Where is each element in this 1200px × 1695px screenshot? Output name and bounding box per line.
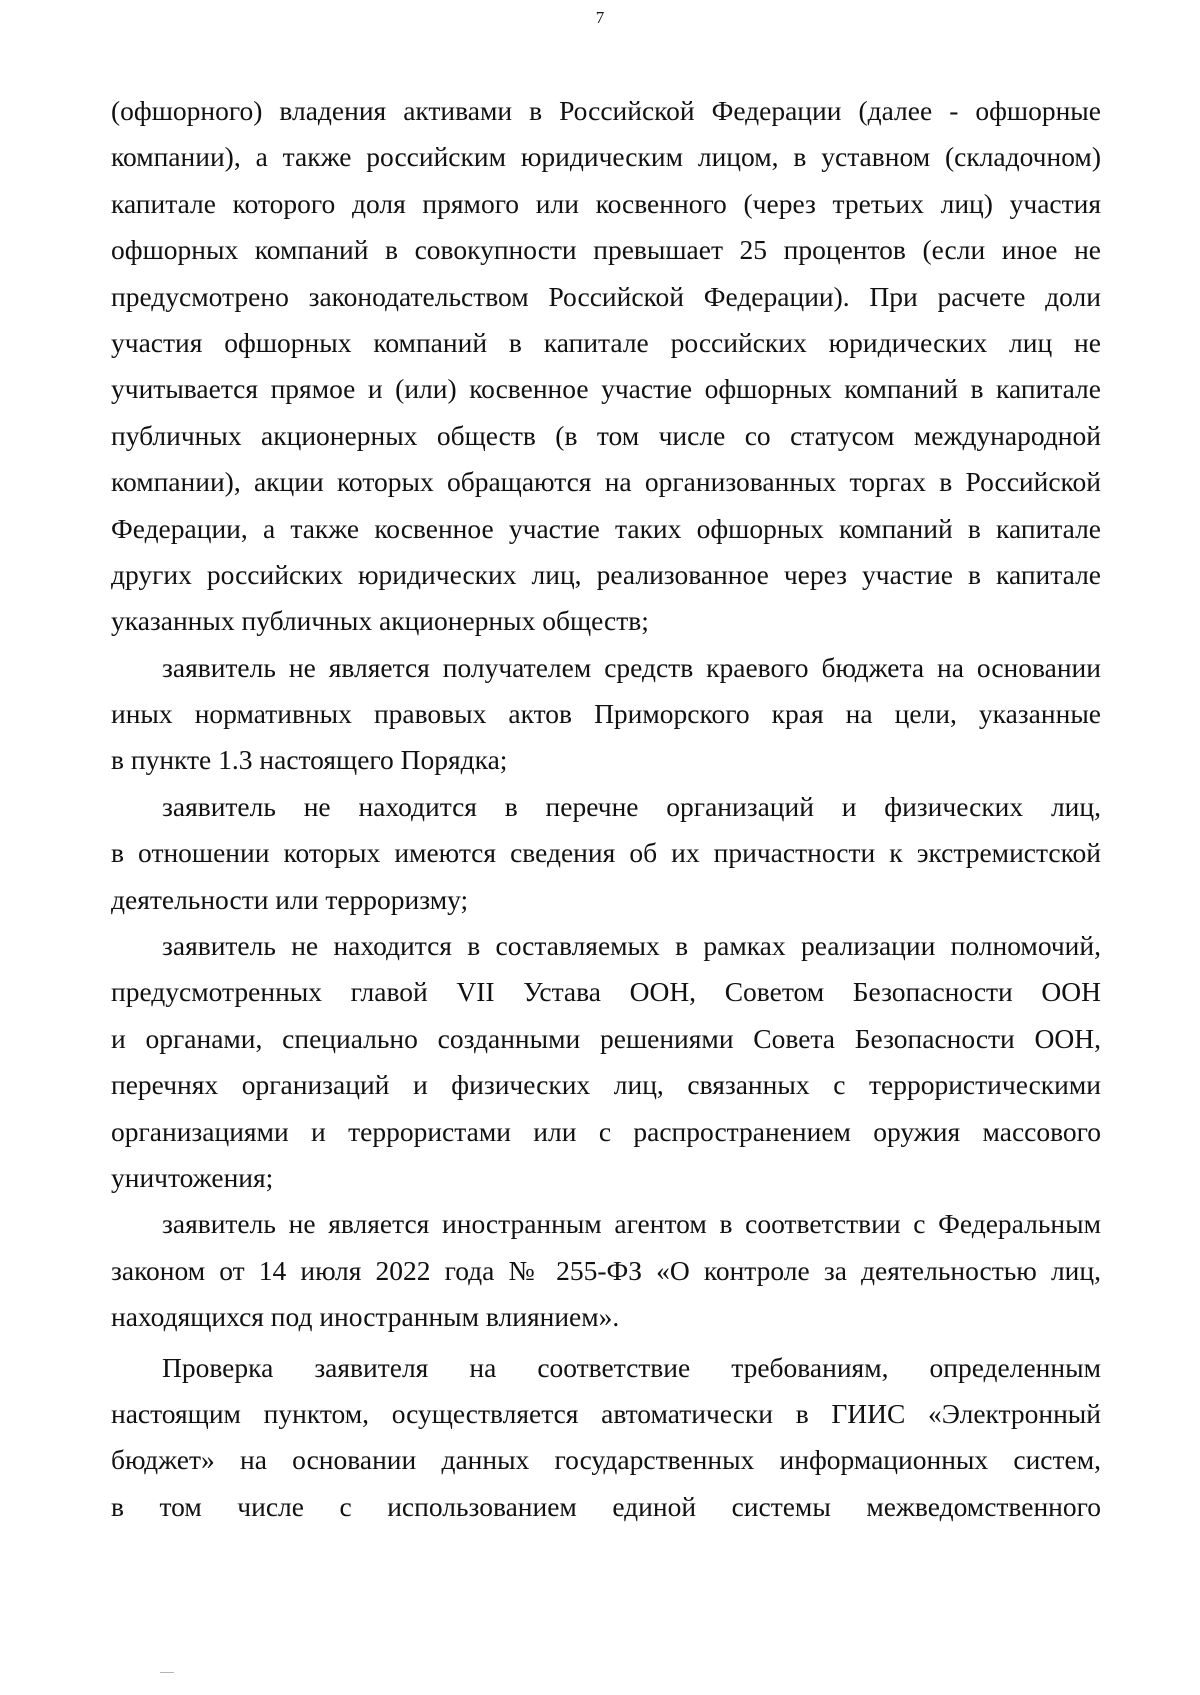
text-line: заявитель не является иностранным агентом в соответствии с Федеральным <box>162 1208 1101 1240</box>
paragraph-automatic-check <box>111 1345 1101 1531</box>
text-line: перечнях организаций и физических лиц, связанных с террористическими <box>111 1069 1101 1101</box>
document-body <box>111 88 1101 1530</box>
text-line: предусмотренных главой VII Устава ООН, Советом Безопасности ООН <box>111 976 1101 1008</box>
text-line: (офшорного) владения активами в Российской Федерации (далее - офшорные <box>111 95 1101 126</box>
text-line: и органами, специально созданными решениями Совета Безопасности ООН, <box>111 1022 1101 1054</box>
text-line: Федерации, а также косвенное участие таких офшорных компаний в капитале <box>111 512 1101 544</box>
text-line: учитывается прямое и (или) косвенное участие офшорных компаний в капитале <box>111 373 1101 405</box>
text-line: находящихся под иностранным влиянием». <box>111 1301 620 1333</box>
text-line: иных нормативных правовых актов Приморского края на цели, указанные <box>111 698 1101 730</box>
text-line: заявитель не находится в составляемых в рамках реализации полномочий, <box>162 930 1101 962</box>
paragraph-foreign-agent <box>111 1201 1101 1340</box>
text-line: в пункте 1.3 настоящего Порядка; <box>111 744 508 776</box>
scan-mark <box>160 1672 174 1673</box>
text-line: офшорных компаний в совокупности превышает 25 процентов (если иное не <box>111 234 1101 266</box>
text-line: предусмотрено законодательством Российской Федерации). При расчете доли <box>111 280 1101 312</box>
text-line: бюджет» на основании данных государственных информационных систем, <box>111 1444 1101 1476</box>
text-line: участия офшорных компаний в капитале российских юридических лиц не <box>111 326 1101 358</box>
paragraph-budget-recipient <box>111 645 1101 784</box>
text-line: компании), а также российским юридическим лицом, в уставном (складочном) <box>111 141 1101 173</box>
paragraph-extremism-list <box>111 784 1101 923</box>
text-line: уничтожения; <box>111 1161 274 1193</box>
page-number: 7 <box>595 8 605 27</box>
text-line: организациями и террористами или с распространением оружия массового <box>111 1115 1101 1147</box>
text-line: законом от 14 июля 2022 года № 255-ФЗ «О контроле за деятельностью лиц, <box>111 1254 1101 1286</box>
text-line: деятельности или терроризму; <box>111 883 469 915</box>
text-line: других российских юридических лиц, реализованное через участие в капитале <box>111 558 1101 590</box>
text-line: заявитель не является получателем средств краевого бюджета на основании <box>162 651 1101 683</box>
paragraph-offshore-companies <box>111 88 1101 645</box>
text-line: Проверка заявителя на соответствие требованиям, определенным <box>162 1351 1101 1383</box>
text-line: настоящим пунктом, осуществляется автоматически в ГИИС «Электронный <box>111 1397 1101 1429</box>
text-line: публичных акционерных обществ (в том числе со статусом международной <box>111 419 1101 451</box>
text-line: компании), акции которых обращаются на организованных торгах в Российской <box>111 466 1101 498</box>
text-line: в том числе с использованием единой системы межведомственного <box>111 1490 1101 1522</box>
text-line: указанных публичных акционерных обществ; <box>111 605 649 637</box>
text-line: заявитель не находится в перечне организаций и физических лиц, <box>162 790 1101 822</box>
text-line: капитале которого доля прямого или косвенного (через третьих лиц) участия <box>111 187 1101 219</box>
text-line: в отношении которых имеются сведения об их причастности к экстремистской <box>111 837 1101 869</box>
paragraph-un-lists <box>111 923 1101 1201</box>
